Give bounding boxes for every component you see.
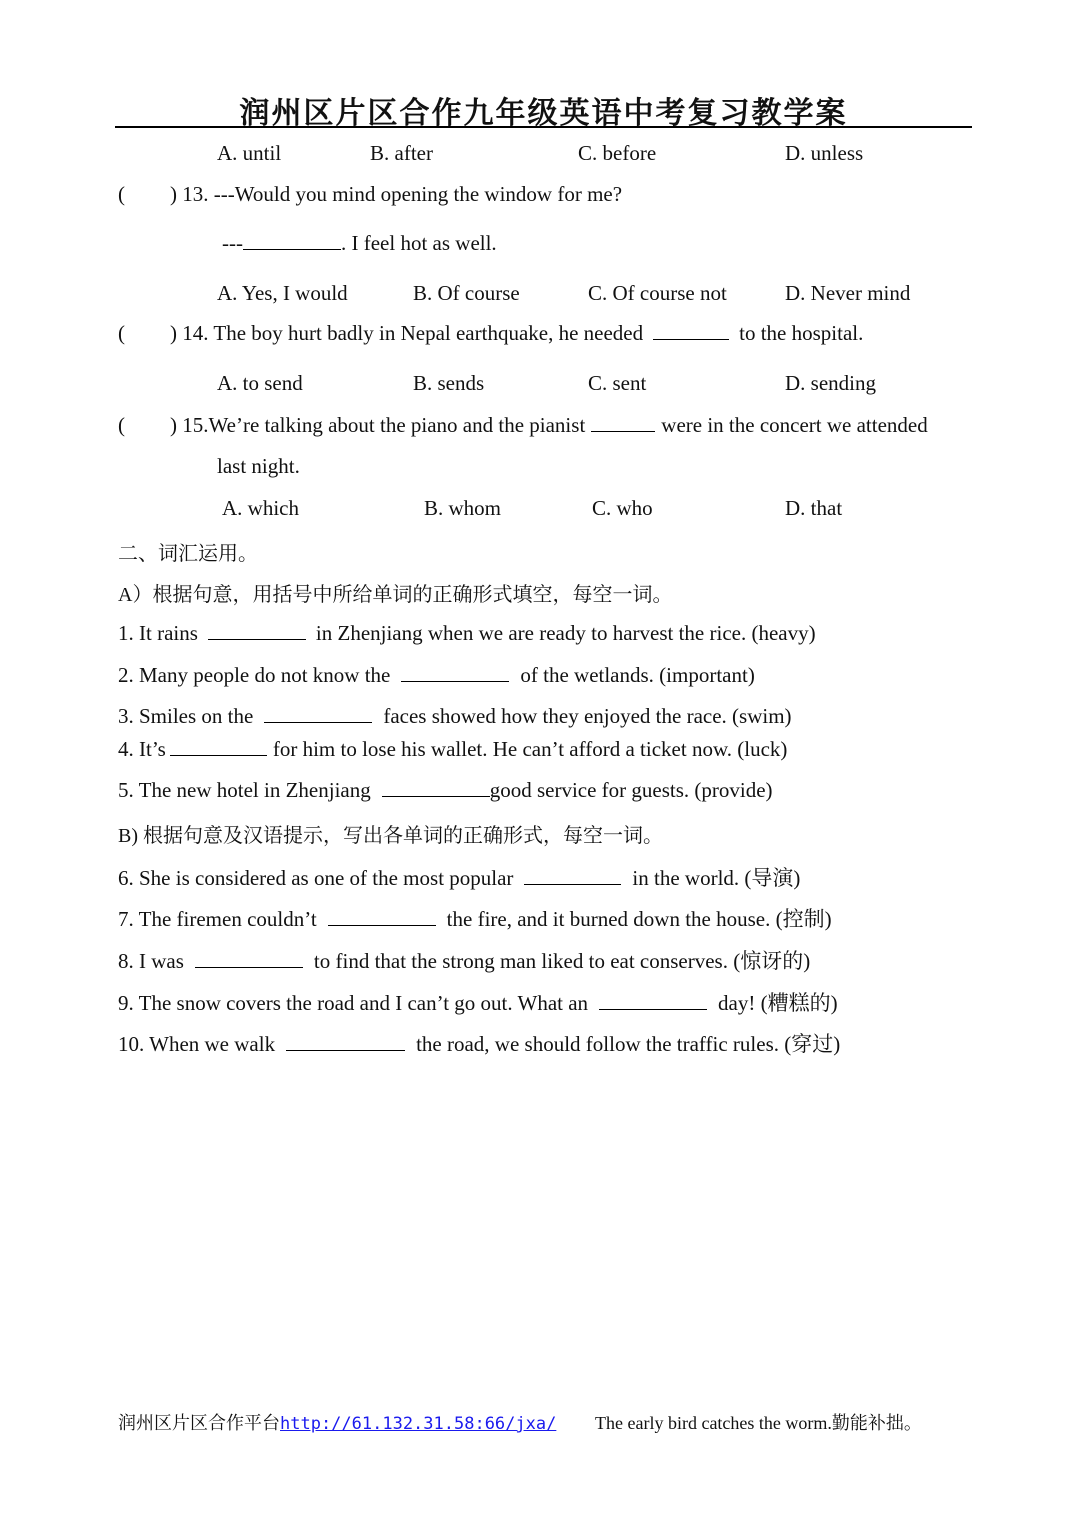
q12-option-d: D. unless — [785, 141, 864, 165]
q15-option-a: A. which — [222, 496, 299, 520]
vocab-item-2-before: 2. Many people do not know the — [118, 663, 391, 687]
title-rule — [115, 126, 972, 128]
vocab-item-7-after: the fire, and it burned down the house. (控制) — [446, 907, 832, 931]
q15-answer-paren: ( — [118, 413, 125, 437]
vocab-item-1 — [118, 621, 816, 646]
q15-stem-before: ) 15.We’re talking about the piano and the pianist — [170, 413, 586, 437]
q13-option-a: A. Yes, I would — [217, 281, 348, 305]
vocab-item-9 — [118, 987, 838, 1017]
q14-blank — [653, 321, 729, 340]
vocab-item-2 — [118, 663, 755, 688]
q15-stem-after: were in the concert we attended — [661, 413, 928, 437]
q13-option-b: B. Of course — [413, 281, 520, 305]
q13-reply-prefix: --- — [222, 231, 243, 255]
vocab-item-4-before: 4. It’s — [118, 737, 166, 761]
vocab-item-7-before: 7. The firemen couldn’t — [118, 907, 317, 931]
vocab-item-4 — [118, 737, 787, 762]
vocab-item-1-before: 1. It rains — [118, 621, 198, 645]
vocab-item-8 — [118, 945, 810, 975]
vocab-item-4-after: for him to lose his wallet. He can’t afford a ticket now. (luck) — [272, 737, 788, 761]
q14-option-a: A. to send — [217, 371, 303, 395]
vocab-item-10 — [118, 1028, 840, 1058]
q15-continuation: last night. — [217, 454, 300, 478]
q13-reply — [222, 231, 497, 256]
vocab-item-4-blank — [170, 737, 267, 756]
q12-option-c: C. before — [578, 141, 657, 165]
footer-motto: The early bird catches the worm.勤能补拙。 — [595, 1413, 922, 1433]
q13-answer-paren: ( — [118, 182, 125, 206]
vocab-item-9-blank — [599, 991, 707, 1010]
vocab-item-5-blank — [382, 778, 490, 797]
vocab-item-6-before: 6. She is considered as one of the most popular — [118, 866, 514, 890]
vocab-item-3 — [118, 704, 792, 729]
q14-option-b: B. sends — [413, 371, 485, 395]
q15-stem — [170, 413, 928, 438]
vocab-item-9-before: 9. The snow covers the road and I can’t go out. What an — [118, 991, 589, 1015]
vocab-item-1-after: in Zhenjiang when we are ready to harvest the rice. (heavy) — [315, 621, 816, 645]
q14-answer-paren: ( — [118, 321, 125, 345]
footer-url-link[interactable]: http://61.132.31.58:66/jxa/ — [280, 1414, 557, 1434]
footer-platform-name: 润州区片区合作平台 — [118, 1413, 280, 1433]
vocab-item-10-before: 10. When we walk — [118, 1032, 276, 1056]
q13-option-d: D. Never mind — [785, 281, 911, 305]
q14-stem — [170, 321, 863, 346]
q12-option-b: B. after — [370, 141, 433, 165]
q13-option-c: C. Of course not — [588, 281, 727, 305]
vocab-item-5-after: good service for guests. (provide) — [489, 778, 773, 802]
q14-option-c: C. sent — [588, 371, 647, 395]
q14-stem-after: to the hospital. — [739, 321, 864, 345]
q14-option-d: D. sending — [785, 371, 876, 395]
part-b-instructions: B) 根据句意及汉语提示，写出各单词的正确形式，每空一词。 — [118, 825, 663, 847]
vocab-item-3-blank — [264, 704, 372, 723]
q15-blank — [591, 413, 655, 432]
vocab-item-7 — [118, 903, 832, 933]
vocab-item-9-after: day! (糟糕的) — [718, 991, 838, 1015]
q13-reply-suffix: . I feel hot as well. — [340, 231, 497, 255]
q13-blank — [243, 231, 341, 250]
vocab-item-3-after: faces showed how they enjoyed the race. (swim) — [383, 704, 792, 728]
q15-option-b: B. whom — [424, 496, 502, 520]
vocab-item-10-blank — [286, 1032, 405, 1051]
vocab-item-3-before: 3. Smiles on the — [118, 704, 254, 728]
vocab-item-2-after: of the wetlands. (important) — [520, 663, 755, 687]
part-a-instructions: A）根据句意，用括号中所给单词的正确形式填空，每空一词。 — [118, 584, 673, 606]
vocab-item-6-after: in the world. (导演) — [632, 866, 801, 890]
vocab-item-2-blank — [401, 663, 509, 682]
vocab-item-5 — [118, 778, 773, 803]
vocab-item-8-blank — [195, 949, 303, 968]
q15-option-d: D. that — [785, 496, 843, 520]
vocab-item-1-blank — [208, 621, 306, 640]
footer — [118, 1409, 556, 1435]
vocab-item-7-blank — [328, 907, 436, 926]
page-title: 润州区片区合作九年级英语中考复习教学案 — [239, 96, 848, 131]
vocab-item-8-before: 8. I was — [118, 949, 184, 973]
q12-option-a: A. until — [217, 141, 282, 165]
vocab-item-8-after: to find that the strong man liked to eat conserves. (惊讶的) — [313, 949, 811, 973]
vocab-item-6-blank — [524, 866, 621, 885]
vocab-item-6 — [118, 862, 800, 892]
q13-stem: ) 13. ---Would you mind opening the window for me? — [170, 182, 623, 206]
q14-stem-before: ) 14. The boy hurt badly in Nepal earthquake, he needed — [170, 321, 644, 345]
vocab-item-5-before: 5. The new hotel in Zhenjiang — [118, 778, 371, 802]
section-heading: 二、词汇运用。 — [118, 543, 258, 565]
q15-option-c: C. who — [592, 496, 653, 520]
vocab-item-10-after: the road, we should follow the traffic rules. (穿过) — [416, 1032, 841, 1056]
